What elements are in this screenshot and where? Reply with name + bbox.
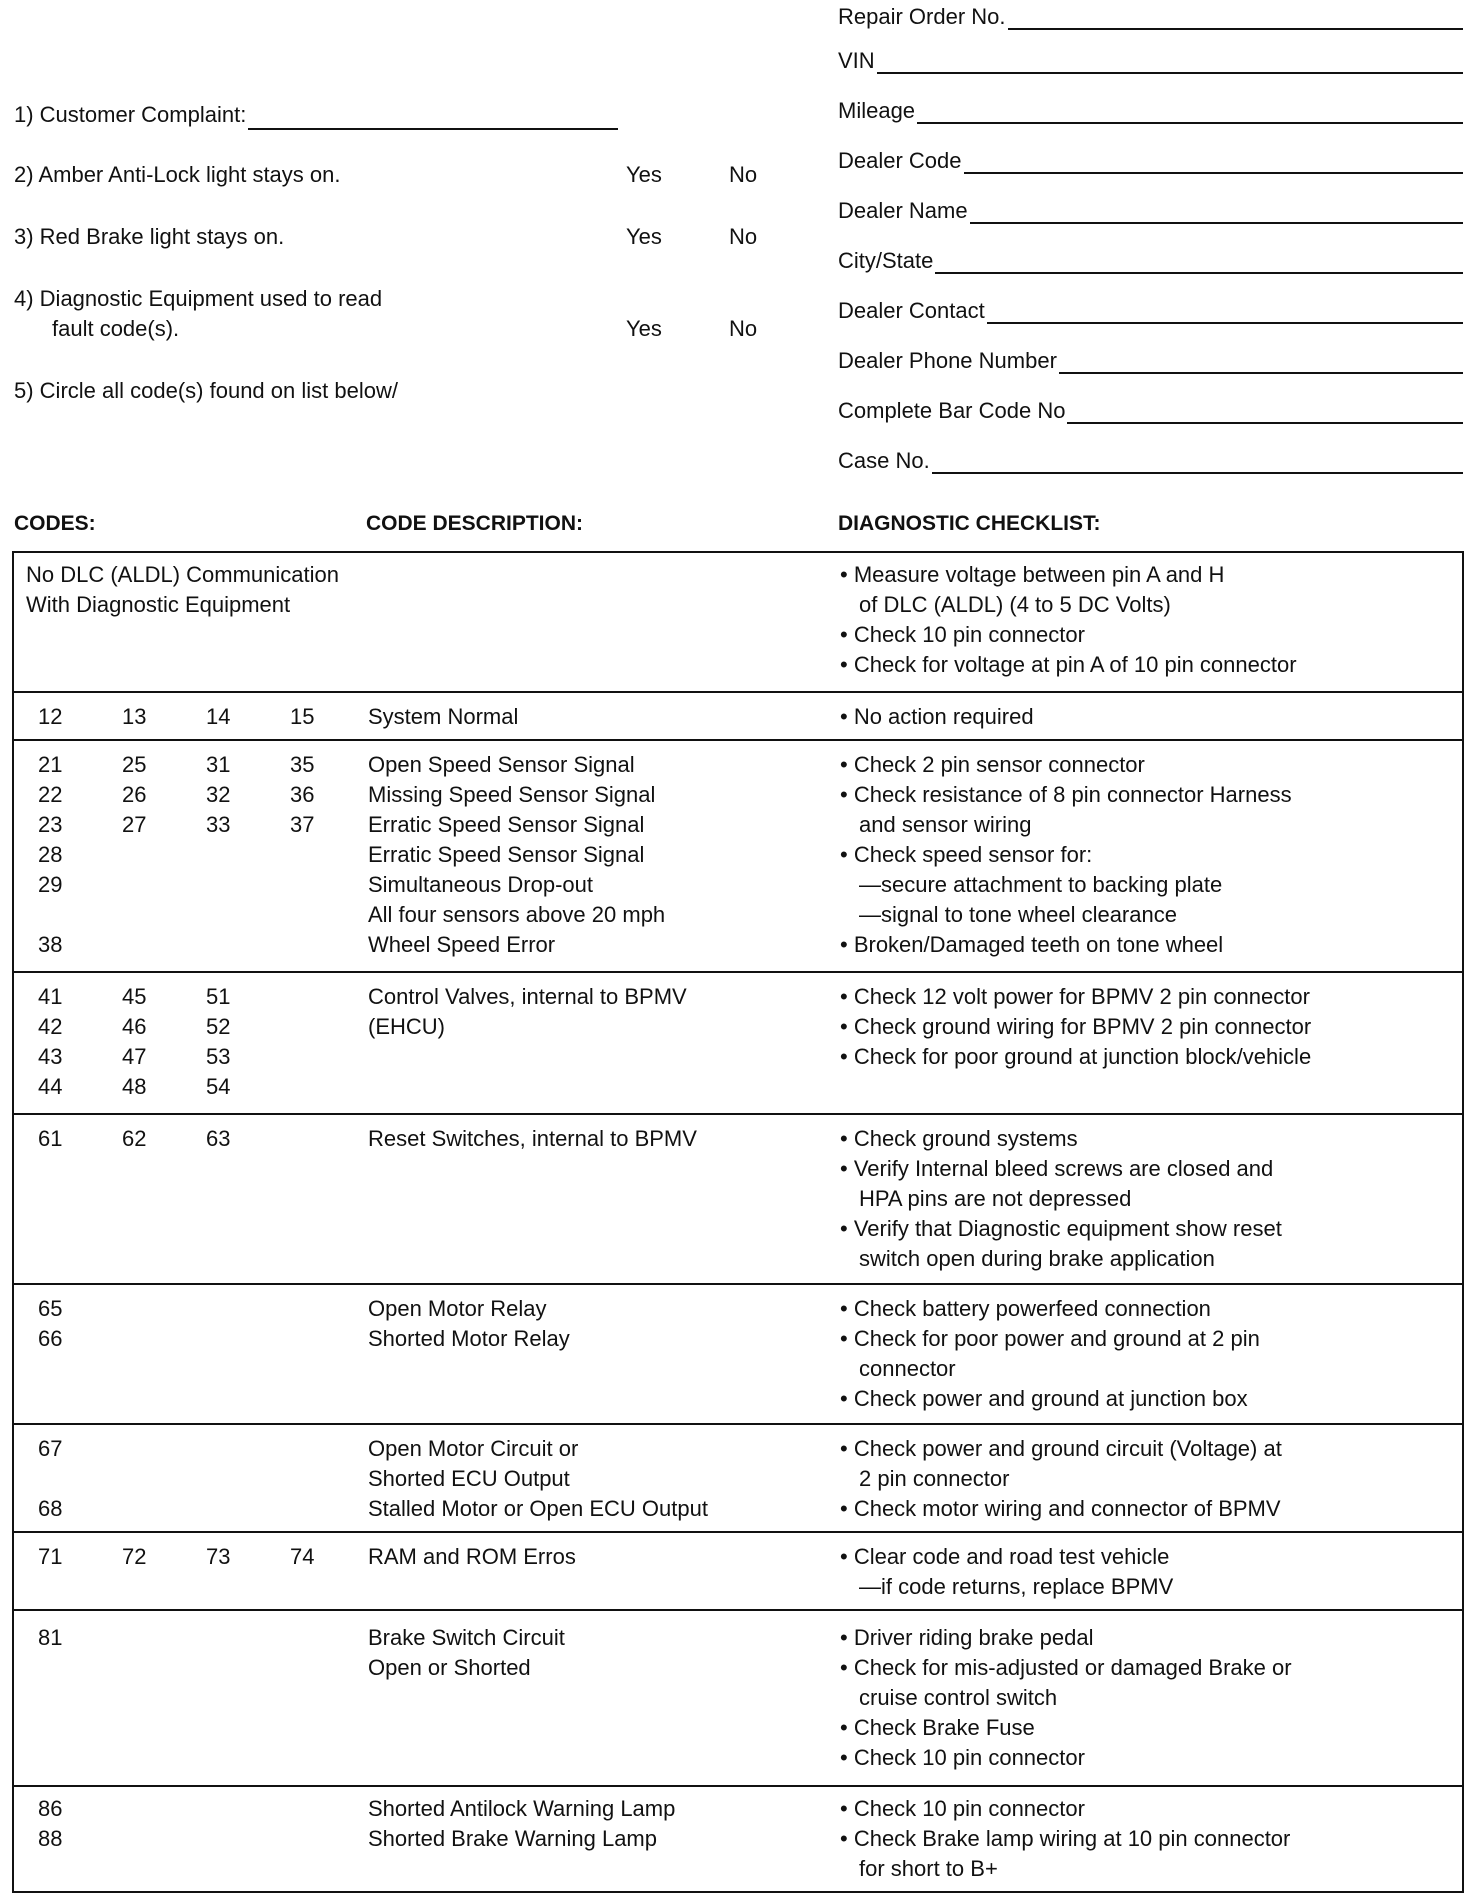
field-line[interactable] — [1008, 8, 1463, 30]
checklist-item: 2 pin connector — [859, 1466, 1010, 1491]
code[interactable]: 61 — [38, 1126, 63, 1151]
checklist-item: • Clear code and road test vehicle — [840, 1544, 1170, 1569]
code[interactable]: 14 — [206, 704, 231, 729]
checklist-item: switch open during brake application — [859, 1246, 1215, 1271]
checklist-item: • Check 10 pin connector — [840, 1796, 1085, 1821]
checklist-item: • Verify Internal bleed screws are closed and — [840, 1156, 1274, 1181]
field-label: Dealer Name — [838, 198, 968, 223]
checklist-item: • Check for poor power and ground at 2 pin — [840, 1326, 1260, 1351]
code-description: Open Motor Relay — [368, 1296, 547, 1321]
code[interactable]: 15 — [290, 704, 315, 729]
question-text: 3) Red Brake light stays on. — [14, 224, 285, 249]
code[interactable]: 51 — [206, 984, 231, 1009]
field-repair-order[interactable] — [838, 0, 1463, 30]
checklist-item: • Driver riding brake pedal — [840, 1625, 1094, 1650]
code[interactable]: 42 — [38, 1014, 63, 1039]
code-description: All four sensors above 20 mph — [368, 902, 666, 927]
field-label: Case No. — [838, 448, 930, 473]
codes-header: CODES: — [14, 512, 96, 535]
code[interactable]: 73 — [206, 1544, 231, 1569]
field-label: Mileage — [838, 98, 916, 123]
field-line[interactable] — [1059, 352, 1463, 374]
code[interactable]: 66 — [38, 1326, 63, 1351]
code[interactable]: 53 — [206, 1044, 231, 1069]
checklist-header: DIAGNOSTIC CHECKLIST: — [838, 512, 1101, 535]
code[interactable]: 47 — [122, 1044, 147, 1069]
code[interactable]: 71 — [38, 1544, 63, 1569]
checklist-item: • Check power and ground at junction box — [840, 1386, 1248, 1411]
checklist-item: —signal to tone wheel clearance — [859, 902, 1177, 927]
table-row — [12, 971, 1464, 1115]
checklist-item: for short to B+ — [859, 1856, 998, 1881]
no-option[interactable]: No — [729, 316, 758, 341]
code[interactable]: 41 — [38, 984, 63, 1009]
checklist-item: • Check for voltage at pin A of 10 pin connector — [840, 652, 1297, 677]
checklist-item: • Check for mis-adjusted or damaged Brake or — [840, 1655, 1292, 1680]
code[interactable]: 45 — [122, 984, 147, 1009]
field-label: VIN — [838, 48, 875, 73]
code[interactable]: 54 — [206, 1074, 231, 1099]
checklist-item: • Check ground wiring for BPMV 2 pin connector — [840, 1014, 1312, 1039]
code[interactable]: 52 — [206, 1014, 231, 1039]
code[interactable]: 86 — [38, 1796, 63, 1821]
checklist-item: —secure attachment to backing plate — [859, 872, 1223, 897]
code-description: Missing Speed Sensor Signal — [368, 782, 656, 807]
code[interactable]: 13 — [122, 704, 147, 729]
yes-option[interactable]: Yes — [626, 162, 662, 187]
yes-option[interactable]: Yes — [626, 224, 662, 249]
code[interactable]: 43 — [38, 1044, 63, 1069]
code[interactable]: 74 — [290, 1544, 315, 1569]
code[interactable]: 44 — [38, 1074, 63, 1099]
code[interactable]: 33 — [206, 812, 231, 837]
field-line[interactable] — [970, 202, 1463, 224]
code[interactable]: 81 — [38, 1625, 63, 1650]
code[interactable]: 72 — [122, 1544, 147, 1569]
question-text: 1) Customer Complaint: — [14, 102, 247, 127]
field-dealer-name[interactable] — [838, 194, 1463, 224]
table-row — [12, 1113, 1464, 1285]
field-line[interactable] — [964, 152, 1463, 174]
field-label: Dealer Phone Number — [838, 348, 1057, 373]
table-row — [12, 739, 1464, 973]
field-label: Dealer Code — [838, 148, 962, 173]
code-description: Shorted Motor Relay — [368, 1326, 570, 1351]
code[interactable]: 31 — [206, 752, 231, 777]
question-text: 2) Amber Anti-Lock light stays on. — [14, 162, 341, 187]
question-text: 5) Circle all code(s) found on list below/ — [14, 378, 398, 403]
code[interactable]: 25 — [122, 752, 147, 777]
code-description: Open Speed Sensor Signal — [368, 752, 635, 777]
description-header: CODE DESCRIPTION: — [366, 512, 584, 535]
checklist-item: • Measure voltage between pin A and H — [840, 562, 1225, 587]
checklist-item: cruise control switch — [859, 1685, 1058, 1710]
question-2 — [14, 160, 774, 190]
field-bar-code[interactable] — [838, 394, 1463, 424]
checklist-item: connector — [859, 1356, 956, 1381]
code[interactable]: 27 — [122, 812, 147, 837]
code-description: Shorted Brake Warning Lamp — [368, 1826, 657, 1851]
question-3 — [14, 222, 774, 252]
code[interactable]: 67 — [38, 1436, 63, 1461]
code-description: System Normal — [368, 704, 519, 729]
code-description: Open or Shorted — [368, 1655, 531, 1680]
code-description: With Diagnostic Equipment — [26, 592, 291, 617]
code[interactable]: 63 — [206, 1126, 231, 1151]
field-label: City/State — [838, 248, 934, 273]
field-line[interactable] — [987, 302, 1463, 324]
field-line[interactable] — [935, 252, 1463, 274]
field-city-state[interactable] — [838, 244, 1463, 274]
field-mileage[interactable] — [838, 94, 1463, 124]
field-line[interactable] — [932, 452, 1463, 474]
code-description: Shorted ECU Output — [368, 1466, 570, 1491]
checklist-item: • Check Brake Fuse — [840, 1715, 1035, 1740]
code[interactable]: 12 — [38, 704, 63, 729]
question-1 — [14, 100, 618, 130]
code[interactable]: 48 — [122, 1074, 147, 1099]
question-text: fault code(s). — [52, 316, 180, 341]
code-description: Erratic Speed Sensor Signal — [368, 842, 645, 867]
code[interactable]: 62 — [122, 1126, 147, 1151]
code-description: Control Valves, internal to BPMV — [368, 984, 687, 1009]
checklist-item: • Check speed sensor for: — [840, 842, 1093, 867]
field-label: Complete Bar Code No — [838, 398, 1066, 423]
checklist-item: • Check power and ground circuit (Voltage) at — [840, 1436, 1282, 1461]
checklist-item: • Check ground systems — [840, 1126, 1078, 1151]
code[interactable]: 23 — [38, 812, 63, 837]
no-option[interactable]: No — [729, 162, 758, 187]
field-dealer-contact[interactable] — [838, 294, 1463, 324]
table-row — [12, 1531, 1464, 1611]
yes-option[interactable]: Yes — [626, 316, 662, 341]
code[interactable]: 28 — [38, 842, 63, 867]
question-5 — [14, 376, 398, 406]
field-line[interactable] — [1067, 402, 1463, 424]
code[interactable]: 68 — [38, 1496, 63, 1521]
table-row — [12, 551, 1464, 693]
checklist-item: • Check 10 pin connector — [840, 622, 1085, 647]
question-4 — [14, 284, 382, 314]
code[interactable]: 21 — [38, 752, 63, 777]
code[interactable]: 65 — [38, 1296, 63, 1321]
field-case-no[interactable] — [838, 444, 1463, 474]
table-row — [12, 1283, 1464, 1425]
field-line[interactable] — [877, 52, 1463, 74]
field-dealer-code[interactable] — [838, 144, 1463, 174]
table-row — [12, 691, 1464, 741]
checklist-item: • No action required — [840, 704, 1034, 729]
code-description: (EHCU) — [368, 1014, 445, 1039]
code-description: Brake Switch Circuit — [368, 1625, 565, 1650]
code-description: Reset Switches, internal to BPMV — [368, 1126, 697, 1151]
checklist-item: and sensor wiring — [859, 812, 1032, 837]
code[interactable]: 29 — [38, 872, 63, 897]
field-line[interactable] — [917, 102, 1463, 124]
checklist-item: HPA pins are not depressed — [859, 1186, 1132, 1211]
code-description: Open Motor Circuit or — [368, 1436, 579, 1461]
checklist-item: • Check for poor ground at junction block/vehicle — [840, 1044, 1312, 1069]
table-row — [12, 1609, 1464, 1787]
question-text: 4) Diagnostic Equipment used to read — [14, 286, 383, 311]
code[interactable]: 37 — [290, 812, 315, 837]
code[interactable]: 46 — [122, 1014, 147, 1039]
checklist-item: • Check 2 pin sensor connector — [840, 752, 1145, 777]
code-description: Simultaneous Drop-out — [368, 872, 594, 897]
code[interactable]: 26 — [122, 782, 147, 807]
checklist-item: • Broken/Damaged teeth on tone wheel — [840, 932, 1224, 957]
code-description: Erratic Speed Sensor Signal — [368, 812, 645, 837]
code[interactable]: 36 — [290, 782, 315, 807]
checklist-item: • Check Brake lamp wiring at 10 pin connector — [840, 1826, 1291, 1851]
code-description: Stalled Motor or Open ECU Output — [368, 1496, 708, 1521]
checklist-item: • Check battery powerfeed connection — [840, 1296, 1211, 1321]
table-row — [12, 1785, 1464, 1893]
code[interactable]: 22 — [38, 782, 63, 807]
code-description: No DLC (ALDL) Communication — [26, 562, 339, 587]
checklist-item: • Check 12 volt power for BPMV 2 pin connector — [840, 984, 1310, 1009]
code[interactable]: 38 — [38, 932, 63, 957]
code[interactable]: 35 — [290, 752, 315, 777]
field-vin[interactable] — [838, 44, 1463, 74]
checklist-item: • Check resistance of 8 pin connector Harness — [840, 782, 1292, 807]
field-label: Dealer Contact — [838, 298, 985, 323]
checklist-item: • Check motor wiring and connector of BPMV — [840, 1496, 1281, 1521]
code-description: Wheel Speed Error — [368, 932, 556, 957]
complaint-line[interactable] — [248, 106, 618, 130]
question-4-cont — [14, 314, 774, 344]
code[interactable]: 32 — [206, 782, 231, 807]
checklist-item: • Verify that Diagnostic equipment show reset — [840, 1216, 1282, 1241]
field-dealer-phone[interactable] — [838, 344, 1463, 374]
no-option[interactable]: No — [729, 224, 758, 249]
code-description: RAM and ROM Erros — [368, 1544, 576, 1569]
table-row — [12, 1423, 1464, 1533]
table-bottom-border — [12, 1891, 1464, 1893]
checklist-item: of DLC (ALDL) (4 to 5 DC Volts) — [859, 592, 1171, 617]
checklist-item: —if code returns, replace BPMV — [859, 1574, 1174, 1599]
checklist-item: • Check 10 pin connector — [840, 1745, 1085, 1770]
code[interactable]: 88 — [38, 1826, 63, 1851]
field-label: Repair Order No. — [838, 4, 1006, 29]
code-description: Shorted Antilock Warning Lamp — [368, 1796, 676, 1821]
